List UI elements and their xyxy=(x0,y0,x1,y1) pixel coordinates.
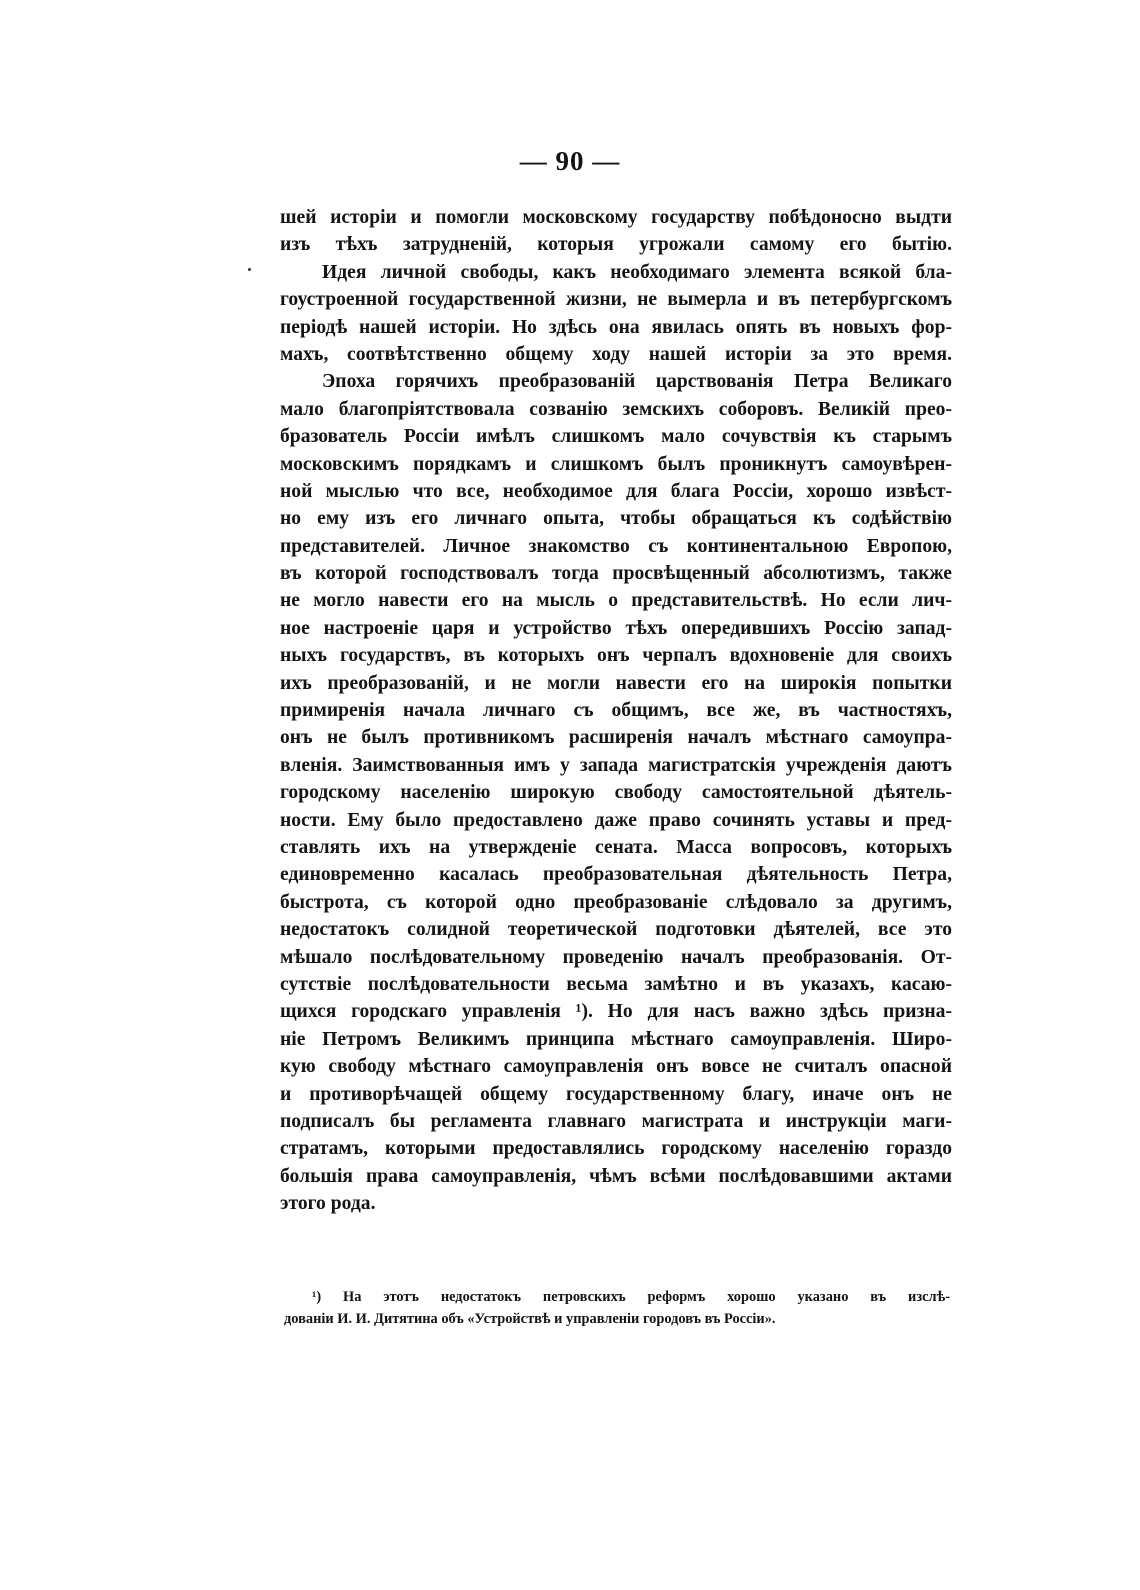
text-line: мало благопріятствовала созванію земскихъ соборовъ. Великій прео- xyxy=(280,398,952,420)
page-number: — 90 — xyxy=(519,146,621,176)
text-line: кую свободу мѣстнаго самоуправленія онъ вовсе не считалъ опасной xyxy=(280,1056,952,1078)
text-line: недостатокъ солидной теоретической подготовки дѣятелей, все это xyxy=(280,919,952,941)
text-line: не могло навести его на мысль о представительствѣ. Но если лич- xyxy=(280,590,952,612)
text-line: городскому населенію широкую свободу самостоятельной дѣятель- xyxy=(280,782,952,804)
text-line: быстрота, съ которой одно преобразованіе слѣдовало за другимъ, xyxy=(280,891,952,913)
text-line: онъ не былъ противникомъ расширенія началъ мѣстнаго самоупра- xyxy=(280,727,952,749)
text-line: стратамъ, которыми предоставлялись городскому населенію гораздо xyxy=(280,1138,952,1160)
text-line: но ему изъ его личнаго опыта, чтобы обращаться къ содѣйствію xyxy=(280,508,952,530)
text-line: гоустроенной государственной жизни, не вымерла и въ петербургскомъ xyxy=(280,289,952,311)
paragraph-end-line: этого рода. xyxy=(280,1193,376,1215)
text-line: ставлять ихъ на утвержденіе сената. Масса вопросовъ, которыхъ xyxy=(280,836,952,858)
text-line: ности. Ему было предоставлено даже право сочинять уставы и пред- xyxy=(280,809,952,831)
paragraph-start-line: Идея личной свободы, какъ необходимаго элемента всякой бла- xyxy=(322,261,952,283)
text-line: ное настроеніе царя и устройство тѣхъ опередившихъ Россію запад- xyxy=(280,617,952,639)
text-line: ихъ преобразованій, и не могли навести его на широкія попытки xyxy=(280,672,952,694)
paragraph-start-line: Эпоха горячихъ преобразованій царствованія Петра Великаго xyxy=(322,371,952,393)
text-line: шей исторіи и помогли московскому государству побѣдоносно выдти xyxy=(280,207,952,228)
text-line: ніе Петромъ Великимъ принципа мѣстнаго самоуправленія. Широ- xyxy=(280,1028,952,1050)
text-line: щихся городскаго управленія ¹). Но для насъ важно здѣсь призна- xyxy=(280,1001,952,1023)
text-line: мѣшало послѣдовательному проведенію началъ преобразованія. От- xyxy=(280,946,952,968)
text-line: большія права самоуправленія, чѣмъ всѣми послѣдовавшими актами xyxy=(280,1165,952,1187)
scan-speck xyxy=(248,268,251,271)
text-line: подписалъ бы регламента главнаго магистрата и инструкціи маги- xyxy=(280,1110,952,1132)
text-line: вленія. Заимствованныя имъ у запада магистратскія учрежденія даютъ xyxy=(280,754,952,776)
body-text xyxy=(280,204,952,1217)
text-line: въ которой господствовалъ тогда просвѣщенный абсолютизмъ, также xyxy=(280,563,952,585)
text-line: бразователь Россіи имѣлъ слишкомъ мало сочувствія къ старымъ xyxy=(280,426,952,448)
text-line: ныхъ государствъ, въ которыхъ онъ черпалъ вдохновеніе для своихъ xyxy=(280,645,952,667)
text-line: примиренія начала личнаго съ общимъ, все же, въ частностяхъ, xyxy=(280,700,952,722)
text-line: сутствіе послѣдовательности весьма замѣтно и въ указахъ, касаю- xyxy=(280,973,952,995)
text-line: и противорѣчащей общему государственному благу, иначе онъ не xyxy=(280,1083,952,1105)
text-line: представителей. Личное знакомство съ континентальною Европою, xyxy=(280,535,952,557)
text-line: періодѣ нашей исторіи. Но здѣсь она явилась опять въ новыхъ фор- xyxy=(280,316,952,338)
text-line: махъ, соотвѣтственно общему ходу нашей исторіи за это время. xyxy=(280,343,952,365)
text-line: московскимъ порядкамъ и слишкомъ былъ проникнутъ самоувѣрен- xyxy=(280,453,952,475)
footnote xyxy=(284,1286,950,1330)
text-line: единовременно касалась преобразовательная дѣятельность Петра, xyxy=(280,864,952,886)
footnote-line: ¹) На этотъ недостатокъ петровскихъ реформъ хорошо указано въ изслѣ- xyxy=(312,1289,950,1305)
text-line: изъ тѣхъ затрудненій, которыя угрожали самому его бытію. xyxy=(280,234,952,256)
footnote-line: дованіи И. И. Дитятина объ «Устройствѣ и управленіи городовъ въ Россіи». xyxy=(284,1311,776,1327)
text-line: ной мыслью что все, необходимое для блага Россіи, хорошо извѣст- xyxy=(280,480,952,502)
